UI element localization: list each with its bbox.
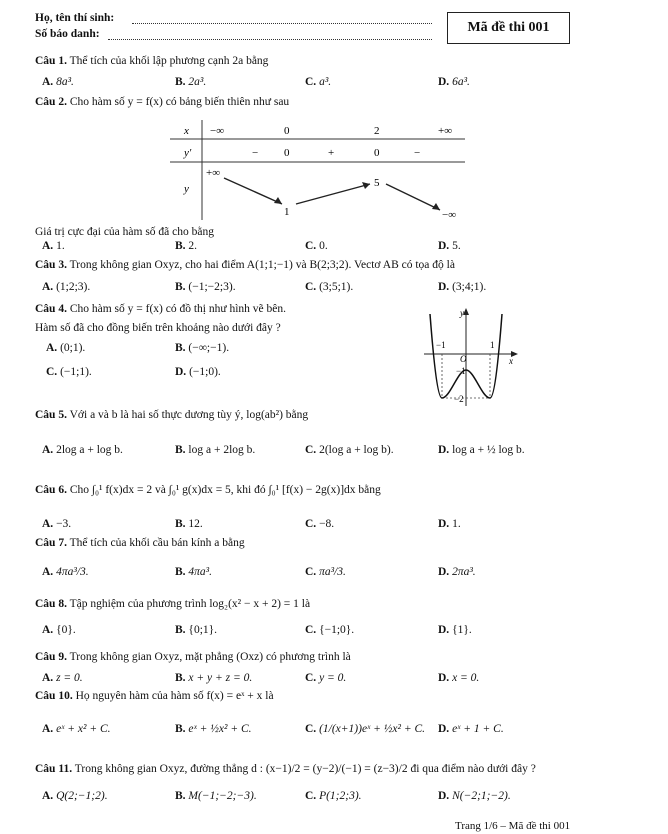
q11-option-b[interactable]: B. M(−1;−2;−3). (175, 790, 257, 802)
q9-option-a[interactable]: A. z = 0. (42, 672, 83, 684)
table-yp-zero-2: 0 (374, 147, 380, 159)
question-1: Câu 1. Thể tích của khối lập phương cạnh 2a bằng (35, 55, 269, 67)
table-y-pos-inf: +∞ (206, 167, 221, 179)
q2-option-b[interactable]: B. 2. (175, 240, 198, 252)
q2-tail: Giá trị cực đại của hàm số đã cho bằng (35, 226, 214, 238)
q8-option-d[interactable]: D. {1}. (438, 624, 472, 636)
q3-option-c[interactable]: C. (3;5;1). (305, 281, 354, 293)
q3-option-d[interactable]: D. (3;4;1). (438, 281, 487, 293)
candidate-id-label: Số báo danh: (35, 28, 100, 40)
q4-graph (420, 306, 520, 410)
q5-option-c[interactable]: C. 2(log a + log b). (305, 444, 394, 456)
q9-option-b[interactable]: B. x + y + z = 0. (175, 672, 253, 684)
q4-option-d[interactable]: D. (−1;0). (175, 366, 221, 378)
q6-option-c[interactable]: C. −8. (305, 518, 335, 530)
graph-tick-y-m1: −1 (456, 366, 466, 376)
graph-tick-y-m2: −2 (454, 394, 464, 404)
q8-option-b[interactable]: B. {0;1}. (175, 624, 218, 636)
question-4: Câu 4. Cho hàm số y = f(x) có đồ thị như hình vẽ bên. (35, 303, 287, 315)
table-x-label: x (184, 125, 189, 137)
q9-option-c[interactable]: C. y = 0. (305, 672, 347, 684)
table-y-1: 1 (284, 206, 290, 218)
q7-option-c[interactable]: C. πa³/3. (305, 566, 346, 578)
table-y-neg-inf: −∞ (442, 209, 457, 221)
table-x-2: 2 (374, 125, 380, 137)
q5-option-b[interactable]: B. log a + 2log b. (175, 444, 256, 456)
q5-option-a[interactable]: A. 2log a + log b. (42, 444, 123, 456)
table-y-5: 5 (374, 177, 380, 189)
q6-option-d[interactable]: D. 1. (438, 518, 461, 530)
graph-tick-x-1: 1 (490, 340, 495, 350)
table-yp-sign-3: − (414, 147, 421, 159)
table-x-0: 0 (284, 125, 290, 137)
table-yp-label: y′ (184, 147, 192, 159)
question-10: Câu 10. Họ nguyên hàm của hàm số f(x) = eˣ + x là (35, 690, 274, 702)
q3-option-b[interactable]: B. (−1;−2;3). (175, 281, 236, 293)
q5-option-d[interactable]: D. log a + ½ log b. (438, 444, 525, 456)
q4-option-b[interactable]: B. (−∞;−1). (175, 342, 230, 354)
question-3: Câu 3. Trong không gian Oxyz, cho hai điểm A(1;1;−1) và B(2;3;2). Vectơ AB có tọa độ là (35, 259, 455, 271)
q8-option-c[interactable]: C. {−1;0}. (305, 624, 355, 636)
q7-option-a[interactable]: A. 4πa³/3. (42, 566, 89, 578)
table-yp-sign-1: − (252, 147, 259, 159)
q4-text-2: Hàm số đã cho đồng biến trên khoảng nào dưới đây ? (35, 322, 281, 334)
question-7: Câu 7. Thể tích của khối cầu bán kính a bằng (35, 537, 245, 549)
candidate-name-line (132, 23, 432, 24)
q8-option-a[interactable]: A. {0}. (42, 624, 76, 636)
q4-option-a[interactable]: A. (0;1). (46, 342, 86, 354)
table-arrow-down-1 (224, 178, 282, 204)
q10-option-a[interactable]: A. eˣ + x² + C. (42, 723, 111, 735)
graph-x-axis-label: x (509, 356, 513, 366)
question-2: Câu 2. Cho hàm số y = f(x) có bảng biến thiên như sau (35, 96, 290, 108)
table-arrow-up (296, 184, 370, 204)
candidate-id-line (108, 39, 432, 40)
exam-code-box: Mã đề thi 001 (447, 12, 570, 44)
q7-option-b[interactable]: B. 4πa³. (175, 566, 213, 578)
q2-option-a[interactable]: A. 1. (42, 240, 65, 252)
q1-option-d[interactable]: D. 6a³. (438, 76, 470, 88)
q11-option-c[interactable]: C. P(1;2;3). (305, 790, 362, 802)
q11-option-a[interactable]: A. Q(2;−1;2). (42, 790, 108, 802)
q7-option-d[interactable]: D. 2πa³. (438, 566, 476, 578)
q1-option-a[interactable]: A. 8a³. (42, 76, 74, 88)
q2-option-c[interactable]: C. 0. (305, 240, 328, 252)
q10-option-c[interactable]: C. (1/(x+1))eˣ + ½x² + C. (305, 723, 426, 735)
q4-option-c[interactable]: C. (−1;1). (46, 366, 92, 378)
page-footer: Trang 1/6 – Mã đề thi 001 (455, 820, 571, 832)
question-8: Câu 8. Tập nghiệm của phương trình log₂(x² − x + 2) = 1 là (35, 598, 311, 610)
q3-option-a[interactable]: A. (1;2;3). (42, 281, 91, 293)
q9-option-d[interactable]: D. x = 0. (438, 672, 480, 684)
q1-option-b[interactable]: B. 2a³. (175, 76, 207, 88)
q1-option-c[interactable]: C. a³. (305, 76, 332, 88)
graph-y-axis-label: y (460, 308, 464, 318)
q2-option-d[interactable]: D. 5. (438, 240, 461, 252)
table-x-neg-inf: −∞ (210, 125, 225, 137)
q10-option-d[interactable]: D. eˣ + 1 + C. (438, 723, 504, 735)
q6-option-a[interactable]: A. −3. (42, 518, 72, 530)
q10-option-b[interactable]: B. eˣ + ½x² + C. (175, 723, 252, 735)
graph-tick-x-m1: −1 (436, 340, 446, 350)
question-5: Câu 5. Với a và b là hai số thực dương tùy ý, log(ab²) bằng (35, 409, 309, 421)
q11-option-d[interactable]: D. N(−2;1;−2). (438, 790, 511, 802)
variation-table (170, 118, 470, 222)
q6-option-b[interactable]: B. 12. (175, 518, 203, 530)
table-y-label: y (184, 183, 189, 195)
question-11: Câu 11. Trong không gian Oxyz, đường thẳng d : (x−1)/2 = (y−2)/(−1) = (z−3)/2 đi qua điểm nào dưới đây ? (35, 763, 536, 775)
table-x-pos-inf: +∞ (438, 125, 453, 137)
candidate-name-label: Họ, tên thí sinh: (35, 12, 115, 24)
table-arrow-down-2 (386, 184, 440, 210)
graph-origin-label: O (460, 354, 467, 364)
question-6: Câu 6. Cho ∫₀¹ f(x)dx = 2 và ∫₀¹ g(x)dx = 5, khi đó ∫₀¹ [f(x) − 2g(x)]dx bằng (35, 484, 381, 496)
table-yp-sign-2: + (328, 147, 335, 159)
question-9: Câu 9. Trong không gian Oxyz, mặt phẳng (Oxz) có phương trình là (35, 651, 351, 663)
table-yp-zero-1: 0 (284, 147, 290, 159)
